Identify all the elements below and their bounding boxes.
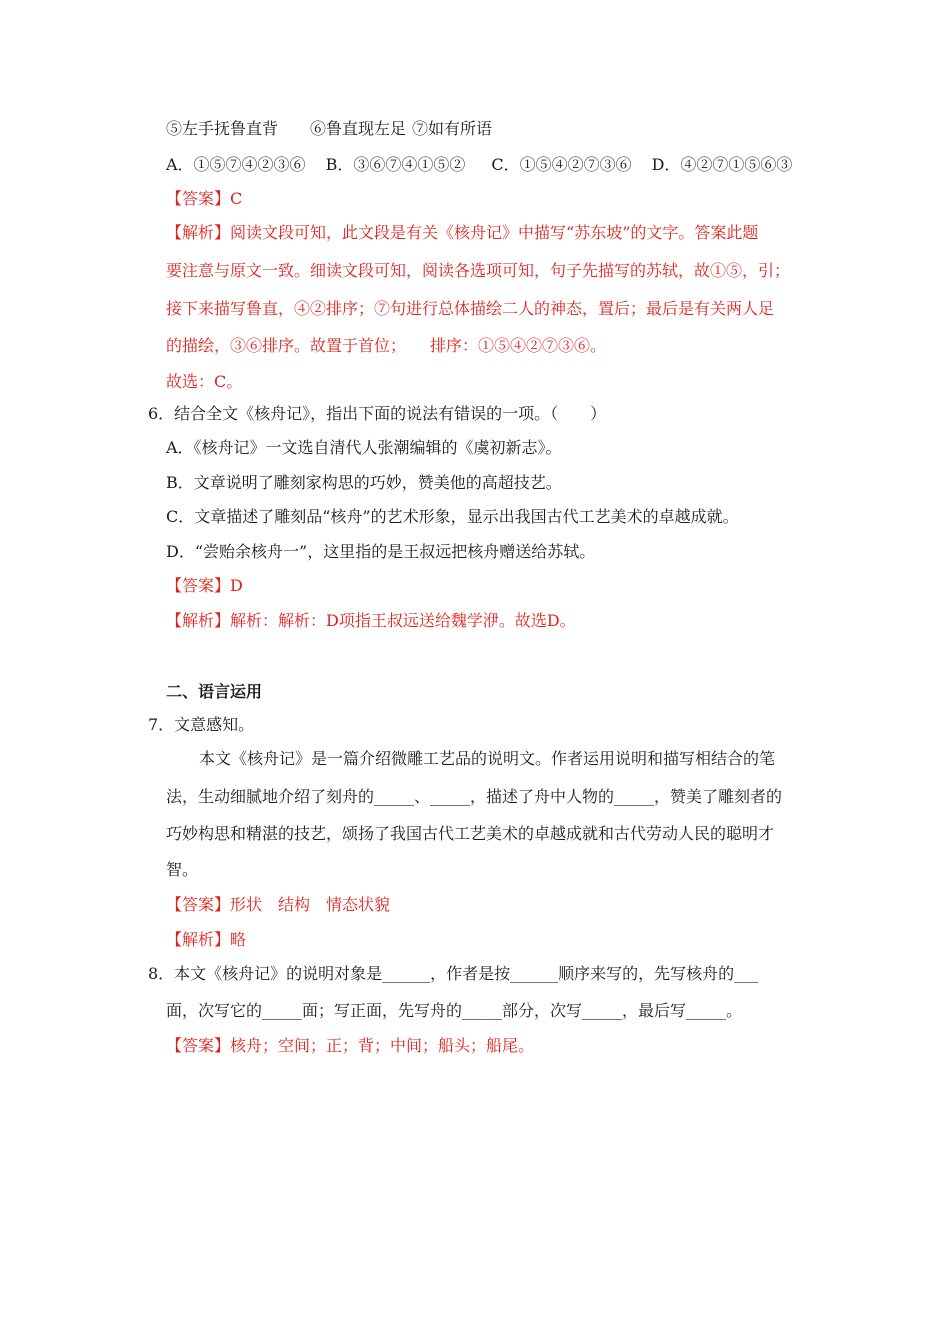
q7-body-line-4: 智。 bbox=[166, 860, 199, 879]
q5-options bbox=[166, 154, 792, 176]
section-heading: 二、语言运用 bbox=[166, 682, 263, 701]
analysis-text: 解析：解析：D项指王叔远送给魏学洢。故选D。 bbox=[230, 611, 576, 630]
answer-tag: 【答案】 bbox=[166, 576, 231, 595]
analysis-text: 略 bbox=[230, 930, 247, 949]
q5-items-tail bbox=[166, 118, 492, 140]
q6-option-c: C．文章描述了雕刻品“核舟”的艺术形象，显示出我国古代工艺美术的卓越成就。 bbox=[166, 507, 739, 526]
analysis-tag: 【解析】 bbox=[166, 611, 231, 630]
answer-tag: 【答案】 bbox=[166, 1036, 231, 1055]
q7-body-line-3: 巧妙构思和精湛的技艺，颂扬了我国古代工艺美术的卓越成就和古代劳动人民的聪明才 bbox=[166, 824, 775, 843]
q6-answer bbox=[166, 575, 243, 597]
q6-option-d: D．“尝贻余核舟一”，这里指的是王叔远把核舟赠送给苏轼。 bbox=[166, 542, 596, 561]
answer-tag: 【答案】 bbox=[166, 895, 231, 914]
q8-stem-line-2: 面，次写它的_____面；写正面，先写舟的_____部分，次写_____，最后写_____。 bbox=[166, 1001, 743, 1020]
q7-body-line-1: 本文《核舟记》是一篇介绍微雕工艺品的说明文。作者运用说明和描写相结合的笔 bbox=[199, 749, 776, 768]
analysis-text: 阅读文段可知，此文段是有关《核舟记》中描写“苏东坡”的文字。答案此题 bbox=[230, 223, 759, 242]
q5-answer bbox=[166, 188, 242, 210]
q6-option-a: A．《核舟记》一文选自清代人张潮编辑的《虞初新志》。 bbox=[166, 438, 562, 457]
q5-option-c: C．①⑤④②⑦③⑥ bbox=[491, 155, 632, 174]
answer-value: D bbox=[230, 576, 243, 595]
answer-value: 核舟；空间；正；背；中间；船头；船尾。 bbox=[230, 1036, 535, 1055]
q7-stem: 7．文意感知。 bbox=[148, 715, 255, 734]
q5-option-a: A．①⑤⑦④②③⑥ bbox=[166, 155, 306, 174]
q5-item-6: ⑥鲁直现左足 bbox=[310, 119, 407, 138]
q5-analysis-line-3: 接下来描写鲁直，④②排序；⑦句进行总体描绘二人的神态，置后；最后是有关两人足 bbox=[166, 299, 775, 318]
analysis-tag: 【解析】 bbox=[166, 930, 231, 949]
q7-answer bbox=[166, 894, 390, 916]
q7-analysis bbox=[166, 929, 246, 951]
q6-stem: 6．结合全文《核舟记》，指出下面的说法有错误的一项。（ ） bbox=[148, 404, 607, 423]
q5-analysis-line-5: 故选：C。 bbox=[166, 372, 243, 391]
q7-body-line-2: 法，生动细腻地介绍了刻舟的_____、_____，描述了舟中人物的_____，赞美了雕刻者的 bbox=[166, 787, 783, 806]
q5-option-d: D．④②⑦①⑤⑥③ bbox=[651, 155, 793, 174]
analysis-tag: 【解析】 bbox=[166, 223, 231, 242]
q8-stem-line-1: 8．本文《核舟记》的说明对象是______，作者是按______顺序来写的，先写核舟的___ bbox=[148, 964, 759, 983]
answer-tag: 【答案】 bbox=[166, 189, 231, 208]
answer-value: 形状 结构 情态状貌 bbox=[230, 895, 391, 914]
q8-answer bbox=[166, 1035, 534, 1057]
q6-analysis bbox=[166, 610, 576, 632]
answer-value: C bbox=[230, 189, 243, 208]
q5-analysis-line-1 bbox=[166, 222, 758, 244]
q6-option-b: B．文章说明了雕刻家构思的巧妙，赞美他的高超技艺。 bbox=[166, 473, 562, 492]
q5-analysis-line-2: 要注意与原文一致。细读文段可知，阅读各选项可知，句子先描写的苏轼，故①⑤，引； bbox=[166, 261, 791, 280]
q5-item-5: ⑤左手抚鲁直背 bbox=[166, 119, 279, 138]
q5-analysis-line-4: 的描绘，③⑥排序。故置于首位； 排序：①⑤④②⑦③⑥。 bbox=[166, 336, 607, 355]
q5-item-7: ⑦如有所语 bbox=[412, 119, 493, 138]
q5-option-b: B．③⑥⑦④①⑤② bbox=[325, 155, 466, 174]
